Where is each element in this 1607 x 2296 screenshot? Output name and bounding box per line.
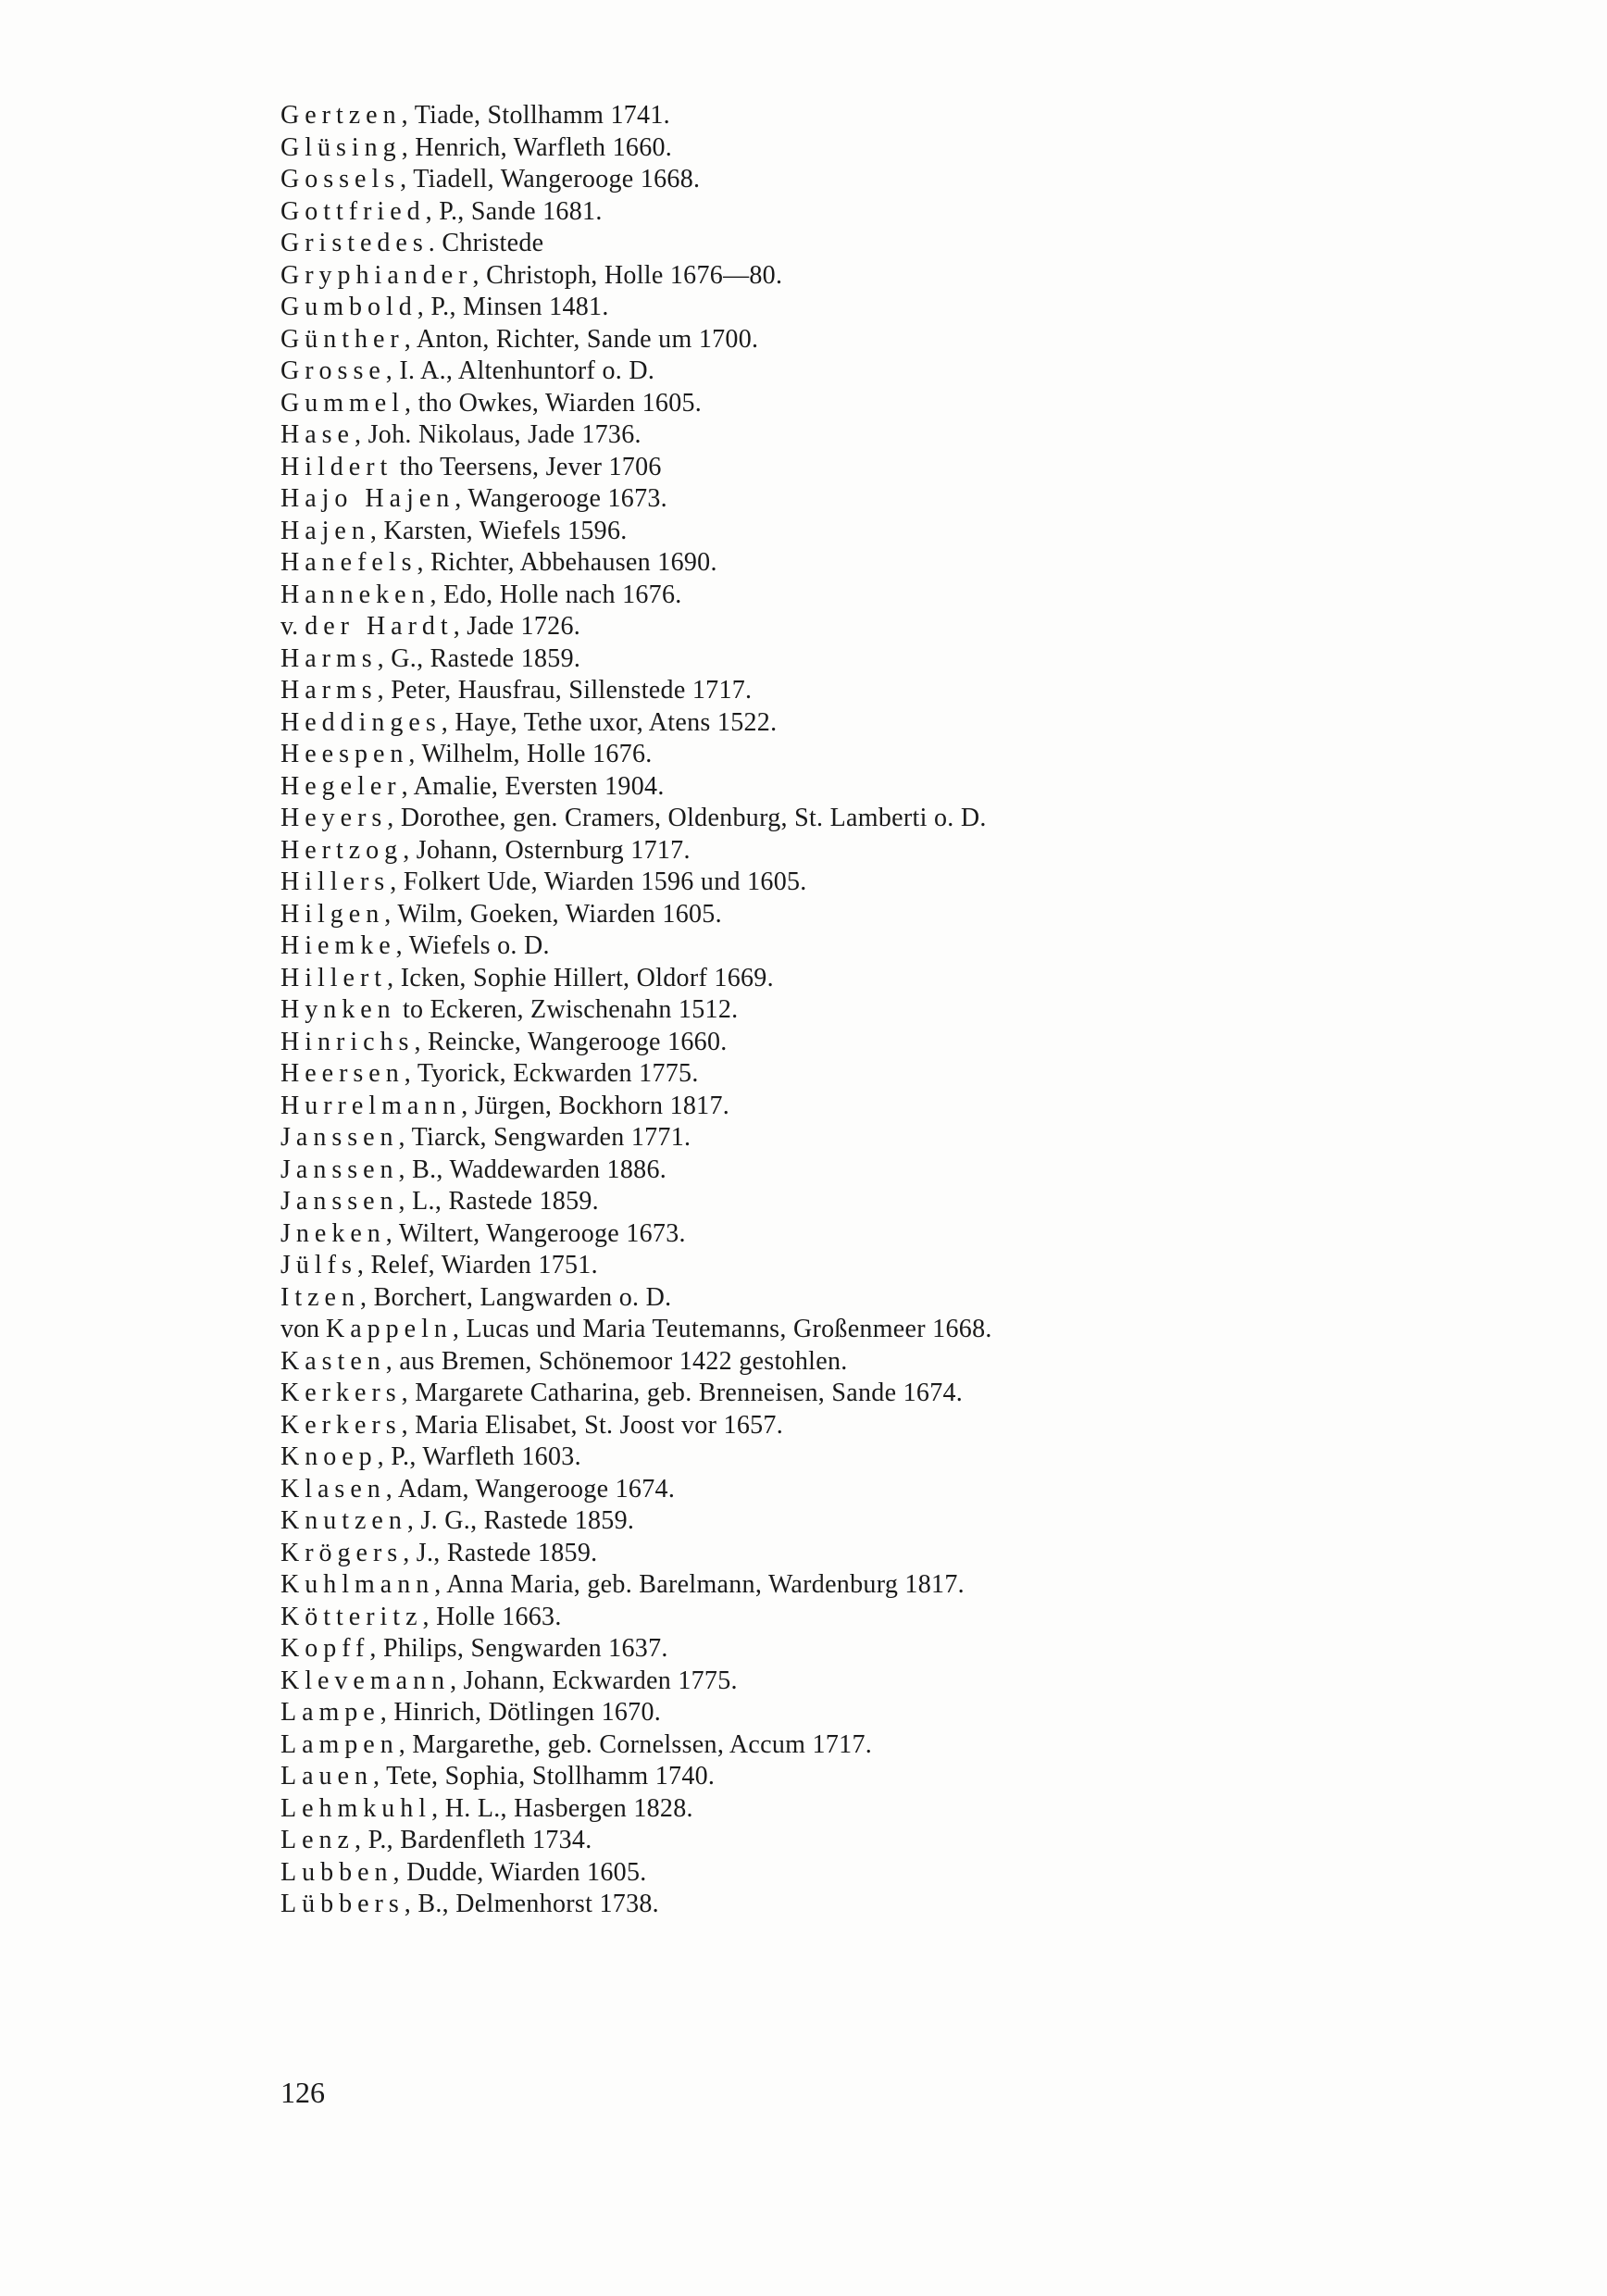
entry-surname: Janssen (280, 1154, 399, 1184)
index-entry (280, 1186, 1447, 1218)
index-entry (280, 707, 1447, 740)
entry-surname: Kuhlmann (280, 1570, 435, 1599)
entry-surname: Heyers (280, 804, 388, 832)
index-entry (280, 580, 1447, 612)
entry-details: , aus Bremen, Schönemoor 1422 gestohlen. (385, 1346, 848, 1376)
entry-details: , Tiade, Stollhamm 1741. (401, 101, 670, 130)
index-entry (280, 324, 1447, 356)
entry-details: , Jürgen, Bockhorn 1817. (461, 1091, 730, 1120)
entry-surname: Krögers (280, 1538, 404, 1567)
entry-details: , Tete, Sophia, Stollhamm 1740. (372, 1762, 716, 1791)
entry-details: , P., Sande 1681. (425, 196, 603, 226)
entry-details: , J., Rastede 1859. (403, 1538, 598, 1567)
entry-surname: Lampen (280, 1729, 399, 1759)
entry-surname: Hase (280, 420, 355, 449)
index-entry (280, 1825, 1447, 1857)
entry-details: , Wangerooge 1673. (455, 484, 667, 513)
entry-surname: Lauen (280, 1762, 373, 1791)
entry-surname: Gristedes (280, 229, 429, 257)
entry-surname: Gumbold (280, 293, 417, 321)
entry-details: , Amalie, Eversten 1904. (401, 771, 665, 801)
index-entry (280, 1793, 1447, 1826)
entry-surname: Hildert (280, 452, 393, 481)
entry-surname: Hurrelmann (280, 1091, 462, 1120)
page-number: 126 (280, 2076, 325, 2109)
entry-surname: Heespen (280, 740, 409, 768)
entry-details: , Folkert Ude, Wiarden 1596 und 1605. (390, 867, 807, 896)
entry-surname: Lenz (280, 1826, 355, 1854)
index-entry (280, 1569, 1447, 1602)
index-entry (280, 771, 1447, 804)
entry-surname: Gossels (280, 165, 401, 193)
entry-surname: Kasten (280, 1346, 386, 1376)
index-entry (280, 1091, 1447, 1123)
index-entry (280, 643, 1447, 676)
index-entry (280, 1058, 1447, 1091)
entry-details: , Hinrich, Dötlingen 1670. (380, 1698, 662, 1727)
entry-surname: Hiemke (280, 931, 396, 960)
index-entry (280, 611, 1447, 643)
entry-details: , Anna Maria, geb. Barelmann, Wardenburg 1817. (434, 1570, 965, 1599)
entry-surname: der Hardt (305, 612, 454, 641)
entry-details: , Karsten, Wiefels 1596. (369, 516, 628, 545)
index-entry (280, 1282, 1447, 1315)
entry-surname: Lehmkuhl (280, 1793, 432, 1823)
index-entry (280, 1633, 1447, 1666)
index-entry (280, 739, 1447, 771)
entry-details: , Wiefels o. D. (395, 931, 550, 960)
entry-surname: Hanneken (280, 580, 430, 609)
index-entry (280, 899, 1447, 931)
index-entry (280, 835, 1447, 867)
index-entry (280, 994, 1447, 1027)
index-entry (280, 675, 1447, 707)
entry-details: , Edo, Holle nach 1676. (430, 580, 682, 609)
entry-surname: Kopff (280, 1634, 370, 1663)
index-entry (280, 1154, 1447, 1187)
entry-details: , Wiltert, Wangerooge 1673. (385, 1218, 686, 1248)
entry-details: , Peter, Hausfrau, Sillenstede 1717. (377, 676, 753, 705)
index-entry (280, 867, 1447, 899)
index-entry (280, 132, 1447, 165)
entry-details: , Reincke, Wangerooge 1660. (414, 1027, 728, 1056)
entry-surname: Heersen (280, 1059, 405, 1088)
entry-details: , Haye, Tethe uxor, Atens 1522. (441, 707, 778, 737)
entry-details: , Richter, Abbehausen 1690. (417, 548, 717, 577)
entry-details: , Holle 1663. (422, 1602, 562, 1631)
index-entry (280, 260, 1447, 293)
entry-surname: Harms (280, 676, 378, 705)
entry-details: , Christoph, Holle 1676—80. (472, 260, 783, 290)
index-entry (280, 1729, 1447, 1762)
name-index-list (280, 100, 1447, 1921)
entry-surname: Hajo Hajen (280, 484, 455, 513)
entry-details: , Dorothee, gen. Cramers, Oldenburg, St. Lamberti o. D. (387, 804, 987, 832)
index-entry (280, 1697, 1447, 1729)
entry-details: , Tyorick, Eckwarden 1775. (404, 1059, 699, 1088)
entry-surname: Glüsing (280, 132, 402, 162)
entry-details: , Wilhelm, Holle 1676. (408, 740, 653, 768)
entry-details: , Dudde, Wiarden 1605. (392, 1857, 647, 1887)
index-entry (280, 452, 1447, 484)
entry-surname: Hertzog (280, 835, 404, 865)
entry-surname: Kötteritz (280, 1602, 423, 1631)
entry-surname: Knutzen (280, 1506, 407, 1535)
entry-details: , Henrich, Warfleth 1660. (401, 132, 673, 162)
index-entry (280, 228, 1447, 260)
index-entry (280, 963, 1447, 995)
entry-surname: Hegeler (280, 771, 402, 801)
entry-surname: Lampe (280, 1698, 380, 1727)
entry-details: , L., Rastede 1859. (398, 1187, 599, 1216)
entry-details: , Tiarck, Sengwarden 1771. (398, 1123, 691, 1152)
index-entry (280, 1378, 1447, 1410)
entry-details: , B., Waddewarden 1886. (398, 1154, 667, 1184)
index-entry (280, 1505, 1447, 1538)
entry-surname: Jülfs (280, 1251, 357, 1279)
entry-surname: Gummel (280, 388, 405, 418)
index-entry (280, 388, 1447, 420)
index-entry (280, 1027, 1447, 1059)
index-entry (280, 356, 1447, 388)
entry-surname: Gertzen (280, 101, 402, 130)
index-entry (280, 1218, 1447, 1251)
entry-details: , H. L., Hasbergen 1828. (431, 1793, 693, 1823)
entry-details: tho Teersens, Jever 1706 (392, 452, 662, 481)
index-entry (280, 164, 1447, 196)
entry-details: , Johann, Eckwarden 1775. (450, 1666, 738, 1695)
entry-prefix: v. (280, 612, 305, 641)
entry-details: , Margarete Catharina, geb. Brenneisen, Sande 1674. (401, 1379, 964, 1407)
entry-details: , Johann, Osternburg 1717. (403, 835, 691, 865)
entry-surname: Hanefels (280, 548, 417, 577)
entry-surname: Janssen (280, 1123, 399, 1152)
entry-surname: Gryphiander (280, 260, 473, 290)
index-entry (280, 1761, 1447, 1793)
index-entry (280, 1602, 1447, 1634)
index-entry (280, 516, 1447, 548)
index-entry (280, 196, 1447, 229)
index-entry (280, 1666, 1447, 1698)
entry-details: , Jade 1726. (453, 612, 581, 641)
index-entry (280, 1346, 1447, 1379)
entry-details: , Philips, Sengwarden 1637. (369, 1634, 668, 1663)
entry-surname: Hajen (280, 516, 370, 545)
entry-surname: Heddinges (280, 707, 442, 737)
entry-details: , Tiadell, Wangerooge 1668. (400, 165, 701, 193)
index-entry (280, 803, 1447, 835)
entry-details: , Wilm, Goeken, Wiarden 1605. (384, 899, 722, 929)
entry-surname: Hynken (280, 995, 396, 1024)
entry-details: , Lucas und Maria Teutemanns, Großenmeer 1668. (452, 1315, 992, 1343)
entry-surname: Klevemann (280, 1666, 451, 1695)
entry-surname: Janssen (280, 1187, 399, 1216)
entry-details: . Christede (428, 229, 544, 257)
index-entry (280, 930, 1447, 963)
entry-surname: Lübbers (280, 1890, 405, 1918)
entry-surname: Kerkers (280, 1410, 402, 1440)
entry-surname: Gottfried (280, 196, 426, 226)
index-entry (280, 1250, 1447, 1282)
entry-surname: Hilgen (280, 899, 385, 929)
index-entry (280, 1441, 1447, 1474)
index-entry (280, 292, 1447, 324)
index-entry (280, 1474, 1447, 1506)
entry-surname: Hillert (280, 963, 388, 992)
entry-surname: Günther (280, 324, 405, 354)
entry-details: , J. G., Rastede 1859. (406, 1506, 635, 1535)
entry-details: , Icken, Sophie Hillert, Oldorf 1669. (387, 963, 774, 992)
index-entry (280, 483, 1447, 516)
entry-surname: Jneken (280, 1218, 386, 1248)
entry-details: to Eckeren, Zwischenahn 1512. (395, 995, 739, 1024)
entry-surname: Hinrichs (280, 1027, 415, 1056)
entry-surname: Harms (280, 643, 378, 673)
index-entry (280, 1314, 1447, 1346)
entry-details: , Adam, Wangerooge 1674. (385, 1474, 676, 1504)
entry-details: , B., Delmenhorst 1738. (404, 1890, 659, 1918)
entry-surname: Hillers (280, 867, 391, 896)
index-entry (280, 1857, 1447, 1890)
index-entry (280, 547, 1447, 580)
index-entry (280, 1538, 1447, 1570)
index-entry (280, 419, 1447, 452)
entry-surname: Grosse (280, 356, 386, 385)
entry-details: , tho Owkes, Wiarden 1605. (405, 388, 703, 418)
entry-surname: Itzen (280, 1282, 360, 1312)
entry-prefix: von (280, 1315, 326, 1343)
entry-surname: Kerkers (280, 1379, 402, 1407)
entry-details: , Anton, Richter, Sande um 1700. (404, 324, 759, 354)
entry-surname: Klasen (280, 1474, 386, 1504)
entry-surname: Kappeln (326, 1315, 453, 1343)
entry-details: , Maria Elisabet, St. Joost vor 1657. (401, 1410, 784, 1440)
entry-details: , Margarethe, geb. Cornelssen, Accum 1717. (398, 1729, 873, 1759)
entry-details: , Joh. Nikolaus, Jade 1736. (354, 420, 642, 449)
index-entry (280, 1410, 1447, 1442)
entry-details: , Borchert, Langwarden o. D. (359, 1282, 672, 1312)
index-entry (280, 1122, 1447, 1154)
entry-details: , P., Bardenfleth 1734. (354, 1826, 592, 1854)
entry-details: , I. A., Altenhuntorf o. D. (385, 356, 655, 385)
index-entry (280, 100, 1447, 132)
entry-surname: Knoep (280, 1442, 378, 1471)
entry-details: , G., Rastede 1859. (377, 643, 581, 673)
index-entry (280, 1889, 1447, 1921)
entry-details: , Relef, Wiarden 1751. (356, 1251, 598, 1279)
entry-details: , P., Minsen 1481. (417, 293, 609, 321)
entry-surname: Lubben (280, 1857, 393, 1887)
entry-details: , P., Warfleth 1603. (377, 1442, 581, 1471)
